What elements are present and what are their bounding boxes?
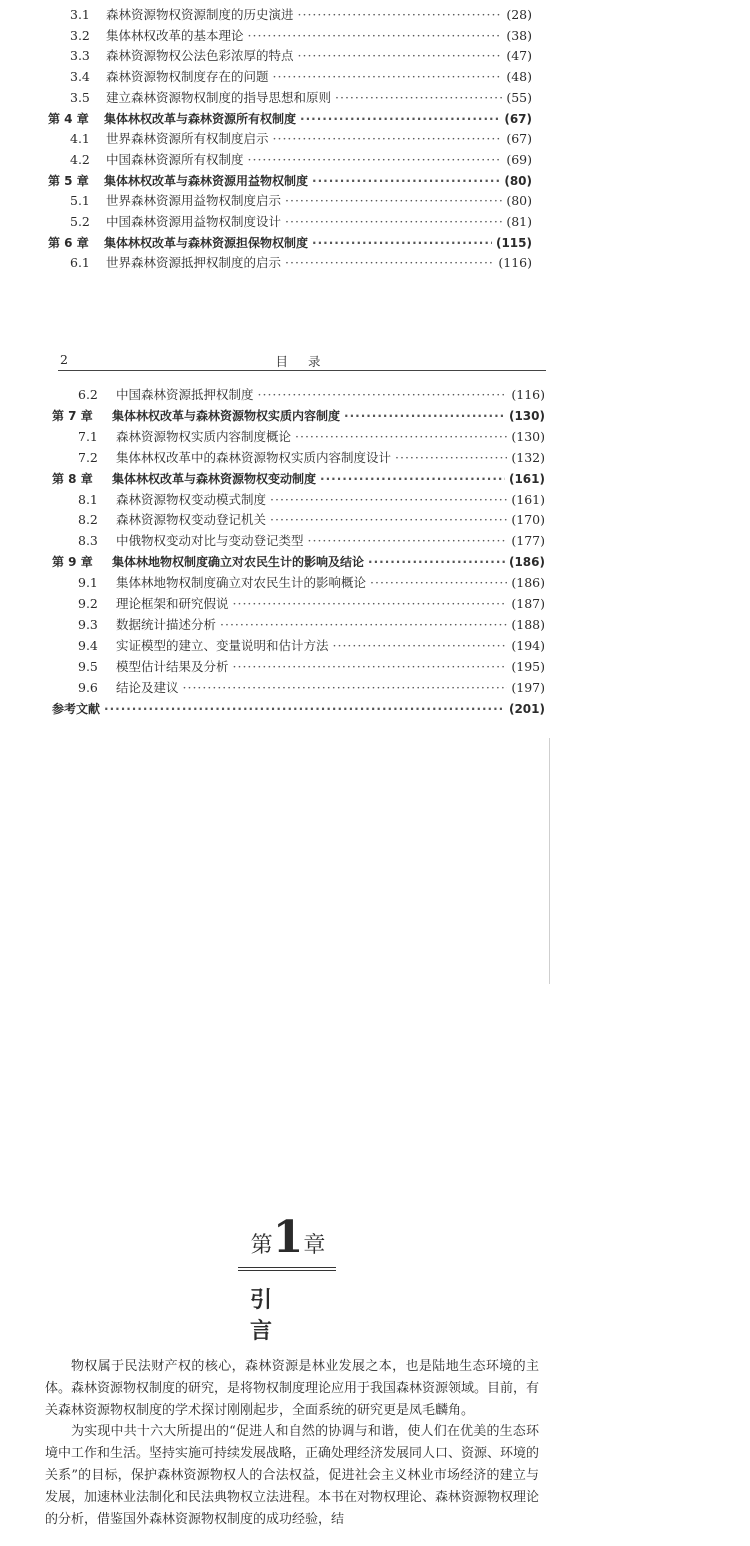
toc-entry-number: 第 6 章 xyxy=(48,235,89,250)
toc-section-entry xyxy=(78,491,545,509)
toc-entry-number: 3.2 xyxy=(70,27,90,43)
toc-section-entry xyxy=(70,151,532,169)
toc-entry-number: 第 7 章 xyxy=(52,408,93,423)
toc-entry-number: 5.1 xyxy=(70,193,90,209)
toc-leader-dots xyxy=(300,110,500,128)
toc-entry-page: (67) xyxy=(506,131,532,147)
toc-entry-title: 建立森林资源物权制度的指导思想和原则 xyxy=(106,89,332,105)
toc-entry-number: 4.1 xyxy=(70,131,90,147)
toc-entry-number: 第 4 章 xyxy=(48,111,89,126)
toc-entry-page: (67) xyxy=(504,111,532,126)
toc-entry-page: (130) xyxy=(508,408,545,423)
toc-entry-number: 3.4 xyxy=(70,69,90,85)
toc-entry-page: (80) xyxy=(506,193,532,209)
toc-entry-page: (188) xyxy=(511,616,545,632)
body-paragraph-1: 物权属于民法财产权的核心，森林资源是林业发展之本，也是陆地生态环境的主体。森林资源物权制度的研究，是将物权制度理论应用于我国森林资源领域。目前，有关森林资源物权制度的学术探讨刚刚起步，全面系统的研究更是凤毛麟角。 xyxy=(45,1359,540,1418)
toc-entry-page: (186) xyxy=(511,575,545,591)
toc-entry-number: 参考文献 xyxy=(52,701,101,716)
toc-entry-title: 集体林权改革与森林资源物权变动制度 xyxy=(112,471,317,486)
toc-entry-page: (187) xyxy=(511,596,545,611)
toc-leader-dots xyxy=(368,553,505,571)
toc-entry-title: 森林资源物权变动登记机关 xyxy=(116,512,267,528)
toc-section-entry xyxy=(78,428,545,446)
toc-entry-number: 9.1 xyxy=(78,575,98,591)
toc-entry-number: 4.2 xyxy=(70,151,90,167)
toc-entry-title: 世界森林资源抵押权制度的启示 xyxy=(106,255,282,271)
toc-entry-page: (81) xyxy=(506,214,532,229)
toc-entry-number: 8.1 xyxy=(78,491,98,507)
header-title: 目 录 xyxy=(275,354,329,369)
toc-section-entry xyxy=(70,6,532,24)
toc-entry-title: 集体林权改革与森林资源所有权制度 xyxy=(104,111,297,126)
toc-section-entry xyxy=(78,532,545,550)
toc-entry-number: 7.1 xyxy=(78,428,98,444)
chapter-body xyxy=(45,1356,539,1530)
toc-entry-number: 5.2 xyxy=(70,214,90,229)
toc-entry-title: 集体林地物权制度确立对农民生计的影响及结论 xyxy=(112,555,365,570)
toc-chapter-entry xyxy=(52,407,545,425)
toc-entry-title: 实证模型的建立、变量说明和估计方法 xyxy=(116,637,329,653)
toc-entry-page: (161) xyxy=(511,491,545,507)
toc-section-entry xyxy=(70,130,532,148)
toc-chapter-entry xyxy=(52,553,545,571)
toc-entry-number: 第 5 章 xyxy=(48,173,89,188)
toc-leader-dots xyxy=(273,68,503,86)
toc-chapter-entry xyxy=(52,470,545,488)
toc-entry-page: (197) xyxy=(511,679,545,695)
toc-chapter-entry xyxy=(48,234,532,252)
toc-leader-dots xyxy=(335,89,502,107)
toc-leader-dots xyxy=(298,6,503,24)
toc-entry-page: (116) xyxy=(511,387,545,402)
toc-entry-title: 森林资源物权制度存在的问题 xyxy=(106,69,269,85)
toc-leader-dots xyxy=(270,491,507,509)
toc-entry-number: 7.2 xyxy=(78,449,98,465)
toc-entry-number: 3.1 xyxy=(70,7,90,22)
chapter-rule xyxy=(238,1267,336,1268)
toc-entry-page: (28) xyxy=(506,7,532,22)
toc-section-entry xyxy=(78,595,545,613)
toc-entry-page: (195) xyxy=(511,658,545,674)
toc-leader-dots xyxy=(233,595,508,613)
toc-section-entry xyxy=(78,386,545,404)
chapter-title: 引 言 xyxy=(250,1288,293,1344)
toc-leader-dots xyxy=(104,700,505,718)
toc-section-entry xyxy=(78,616,545,634)
toc-leader-dots xyxy=(258,386,508,404)
toc-leader-dots xyxy=(285,213,502,231)
toc-entry-title: 集体林权改革与森林资源物权实质内容制度 xyxy=(112,408,341,423)
toc-entry-title: 中国森林资源所有权制度 xyxy=(106,151,244,167)
toc-leader-dots xyxy=(248,27,503,45)
toc-entry-number: 第 8 章 xyxy=(52,471,93,486)
toc-entry-page: (116) xyxy=(498,255,532,271)
toc-entry-number: 6.1 xyxy=(70,255,90,271)
body-paragraph-2: 为实现中共十六大所提出的“促进人和自然的协调与和谐，使人们在优美的生态环境中工作和生活。坚持实施可持续发展战略，正确处理经济发展同人口、资源、环境的关系”的目标，保护森林资源物权人的合法权益，促进社会主义林业市场经济的建立与发展，加速林业法制化和民法典物权立法进程。本书在对物权理论、森林资源物权理论的分析，借鉴国外森林资源物权制度的成功经验，结 xyxy=(45,1424,540,1527)
toc-entry-title: 结论及建议 xyxy=(116,679,179,695)
toc-entry-title: 中国森林资源用益物权制度设计 xyxy=(106,214,282,229)
toc-entry-page: (132) xyxy=(511,449,545,465)
toc-entry-page: (186) xyxy=(508,555,545,570)
toc-entry-title: 森林资源物权实质内容制度概论 xyxy=(116,428,292,444)
toc-chapter-entry xyxy=(52,700,545,718)
chapter-prefix: 第 xyxy=(250,1233,273,1258)
toc-leader-dots xyxy=(333,637,508,655)
toc-entry-page: (194) xyxy=(511,637,545,653)
toc-section-entry xyxy=(70,254,532,272)
toc-entry-title: 集体林权改革与森林资源担保物权制度 xyxy=(104,235,309,250)
toc-entry-number: 9.3 xyxy=(78,616,98,632)
toc-entry-page: (48) xyxy=(506,69,532,85)
toc-leader-dots xyxy=(308,532,508,550)
toc-entry-title: 集体林地物权制度确立对农民生计的影响概论 xyxy=(116,575,367,591)
toc-entry-number: 8.2 xyxy=(78,512,98,528)
toc-entry-page: (55) xyxy=(506,89,532,105)
toc-entry-title: 中俄物权变动对比与变动登记类型 xyxy=(116,533,304,549)
toc-entry-title: 世界森林资源用益物权制度启示 xyxy=(106,193,282,209)
toc-entry-number: 9.4 xyxy=(78,637,98,653)
toc-leader-dots xyxy=(285,254,494,272)
toc-leader-dots xyxy=(270,511,507,529)
toc-entry-page: (201) xyxy=(508,701,545,716)
toc-leader-dots xyxy=(344,407,505,425)
header-page-number: 2 xyxy=(60,352,68,367)
chapter-number: 1 xyxy=(272,1212,304,1263)
toc-section-entry xyxy=(70,47,532,65)
toc-chapter-entry xyxy=(48,110,532,128)
toc-section-entry xyxy=(78,574,545,592)
toc-section-entry xyxy=(70,27,532,45)
toc-entry-page: (47) xyxy=(506,48,532,64)
toc-entry-title: 理论框架和研究假说 xyxy=(116,596,229,611)
toc-entry-number: 3.5 xyxy=(70,89,90,105)
toc-entry-number: 第 9 章 xyxy=(52,555,93,570)
toc-entry-title: 森林资源物权变动模式制度 xyxy=(116,491,267,507)
toc-leader-dots xyxy=(285,192,502,210)
toc-entry-page: (115) xyxy=(495,235,532,250)
toc-leader-dots xyxy=(248,151,503,169)
toc-entry-title: 数据统计描述分析 xyxy=(116,616,217,632)
toc-section-entry xyxy=(70,68,532,86)
toc-entry-title: 集体林权改革的基本理论 xyxy=(106,27,244,43)
toc-section-entry xyxy=(78,679,545,697)
toc-section-entry xyxy=(78,449,545,467)
toc-entry-title: 森林资源物权资源制度的历史演进 xyxy=(106,7,294,22)
toc-entry-number: 8.3 xyxy=(78,533,98,549)
toc-entry-page: (80) xyxy=(504,173,532,188)
toc-entry-page: (69) xyxy=(506,151,532,167)
toc-entry-page: (177) xyxy=(511,533,545,549)
toc-chapter-entry xyxy=(48,172,532,190)
toc-section-entry xyxy=(70,192,532,210)
toc-leader-dots xyxy=(312,234,492,252)
chapter-rule-thin xyxy=(238,1270,336,1271)
toc-entry-number: 9.5 xyxy=(78,658,98,674)
toc-entry-title: 世界森林资源所有权制度启示 xyxy=(106,131,269,147)
toc-entry-title: 集体林权改革与森林资源用益物权制度 xyxy=(104,173,309,188)
toc-leader-dots xyxy=(370,574,507,592)
toc-entry-page: (130) xyxy=(511,428,545,444)
toc-page-2-header xyxy=(58,350,546,371)
toc-leader-dots xyxy=(233,658,508,676)
toc-section-entry xyxy=(78,511,545,529)
toc-entry-number: 6.2 xyxy=(78,387,98,402)
toc-entry-title: 模型估计结果及分析 xyxy=(116,658,229,674)
toc-leader-dots xyxy=(183,679,508,697)
toc-section-entry xyxy=(70,213,532,231)
toc-entry-page: (38) xyxy=(506,27,532,43)
toc-entry-title: 集体林权改革中的森林资源物权实质内容制度设计 xyxy=(116,449,392,465)
toc-entry-title: 中国森林资源抵押权制度 xyxy=(116,387,254,402)
toc-leader-dots xyxy=(273,130,503,148)
toc-leader-dots xyxy=(295,428,507,446)
toc-leader-dots xyxy=(395,449,507,467)
toc-entry-page: (161) xyxy=(508,471,545,486)
toc-leader-dots xyxy=(220,616,507,634)
toc-entry-number: 3.3 xyxy=(70,48,90,64)
toc-entry-page: (170) xyxy=(511,512,545,528)
chapter-heading xyxy=(240,1212,336,1263)
toc-section-entry xyxy=(78,658,545,676)
page-edge-line xyxy=(549,738,550,984)
toc-entry-title: 森林资源物权公法色彩浓厚的特点 xyxy=(106,48,294,64)
toc-entry-number: 9.6 xyxy=(78,679,98,695)
chapter-suffix: 章 xyxy=(303,1233,326,1258)
toc-section-entry xyxy=(78,637,545,655)
toc-entry-number: 9.2 xyxy=(78,596,98,611)
toc-section-entry xyxy=(70,89,532,107)
toc-leader-dots xyxy=(320,470,505,488)
toc-leader-dots xyxy=(298,47,503,65)
toc-leader-dots xyxy=(312,172,500,190)
